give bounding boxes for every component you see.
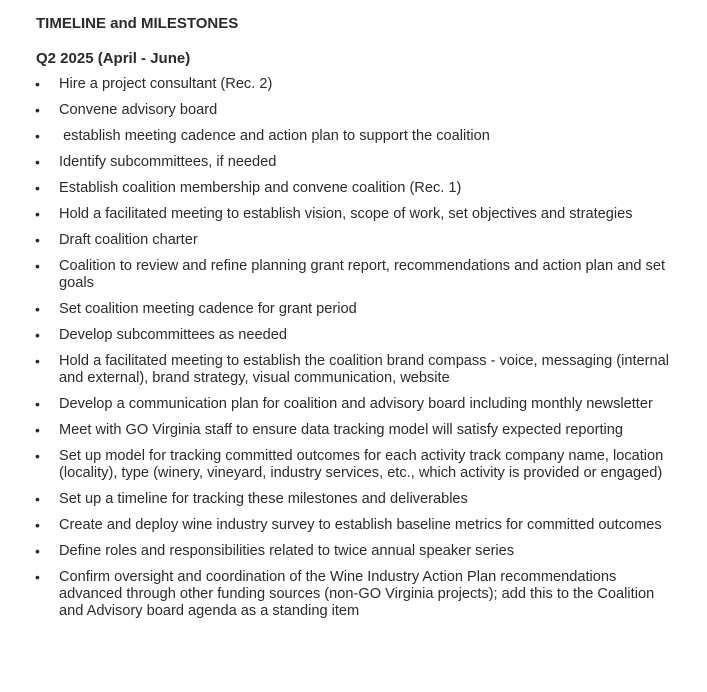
bullet-icon: •	[35, 517, 40, 533]
bullet-icon: •	[35, 327, 40, 343]
list-item-text: Define roles and responsibilities related to twice annual speaker series	[59, 543, 515, 559]
list-item	[0, 448, 707, 482]
list-item	[0, 569, 707, 620]
bullet-icon: •	[35, 128, 40, 144]
list-item-text: Create and deploy wine industry survey to establish baseline metrics for committed outcomes	[59, 517, 662, 533]
section-title: TIMELINE and MILESTONES	[36, 15, 239, 32]
list-item	[0, 76, 707, 93]
bullet-icon: •	[35, 396, 40, 412]
bullet-icon: •	[35, 543, 40, 559]
bullet-icon: •	[35, 102, 40, 118]
bullet-icon: •	[35, 180, 40, 196]
quarter-heading: Q2 2025 (April - June)	[36, 50, 191, 67]
bullet-icon: •	[35, 206, 40, 222]
list-item	[0, 128, 707, 145]
list-item	[0, 422, 707, 439]
list-item	[0, 154, 707, 171]
list-item-text: Convene advisory board	[59, 102, 218, 118]
list-item-text: Hire a project consultant (Rec. 2)	[59, 76, 273, 92]
bullet-icon: •	[35, 76, 40, 92]
bullet-icon: •	[35, 422, 40, 438]
bullet-icon: •	[35, 448, 40, 464]
bullet-icon: •	[35, 258, 40, 274]
list-item-text: Develop subcommittees as needed	[59, 327, 287, 343]
list-item	[0, 517, 707, 534]
list-item-text: Draft coalition charter	[59, 232, 198, 248]
list-item-text: Meet with GO Virginia staff to ensure data tracking model will satisfy expected reporting	[59, 422, 624, 438]
list-item	[0, 301, 707, 318]
bullet-icon: •	[35, 301, 40, 317]
list-item-text: Hold a facilitated meeting to establish the coalition brand compass - voice, messaging (internal and external), brand strategy, visual communication, website	[59, 353, 670, 386]
bullet-icon: •	[35, 154, 40, 170]
list-item	[0, 102, 707, 119]
list-item-text: Confirm oversight and coordination of the Wine Industry Action Plan recommendations advanced through other funding sources (non-GO Virginia projects); add this to the Coalition and Advisory board agenda as a standing item	[59, 569, 655, 619]
list-item	[0, 353, 707, 387]
milestone-list	[0, 76, 707, 629]
list-item-text: Coalition to review and refine planning grant report, recommendations and action plan and set goals	[59, 258, 666, 291]
list-item	[0, 396, 707, 413]
list-item-text: Set up a timeline for tracking these milestones and deliverables	[59, 491, 468, 507]
list-item	[0, 491, 707, 508]
bullet-icon: •	[35, 232, 40, 248]
list-item-text: Identify subcommittees, if needed	[59, 154, 277, 170]
list-item-text: establish meeting cadence and action plan to support the coalition	[59, 128, 490, 144]
list-item	[0, 180, 707, 197]
bullet-icon: •	[35, 353, 40, 369]
list-item	[0, 327, 707, 344]
list-item	[0, 206, 707, 223]
list-item-text: Set coalition meeting cadence for grant period	[59, 301, 357, 317]
list-item-text: Hold a facilitated meeting to establish vision, scope of work, set objectives and strategies	[59, 206, 633, 222]
list-item-text: Establish coalition membership and convene coalition (Rec. 1)	[59, 180, 462, 196]
list-item	[0, 258, 707, 292]
list-item	[0, 543, 707, 560]
bullet-icon: •	[35, 569, 40, 585]
list-item	[0, 232, 707, 249]
bullet-icon: •	[35, 491, 40, 507]
list-item-text: Set up model for tracking committed outcomes for each activity track company name, location (locality), type (winery, vineyard, industry services, etc., which activity is provided or engaged)	[59, 448, 664, 481]
list-item-text: Develop a communication plan for coalition and advisory board including monthly newsletter	[59, 396, 653, 412]
